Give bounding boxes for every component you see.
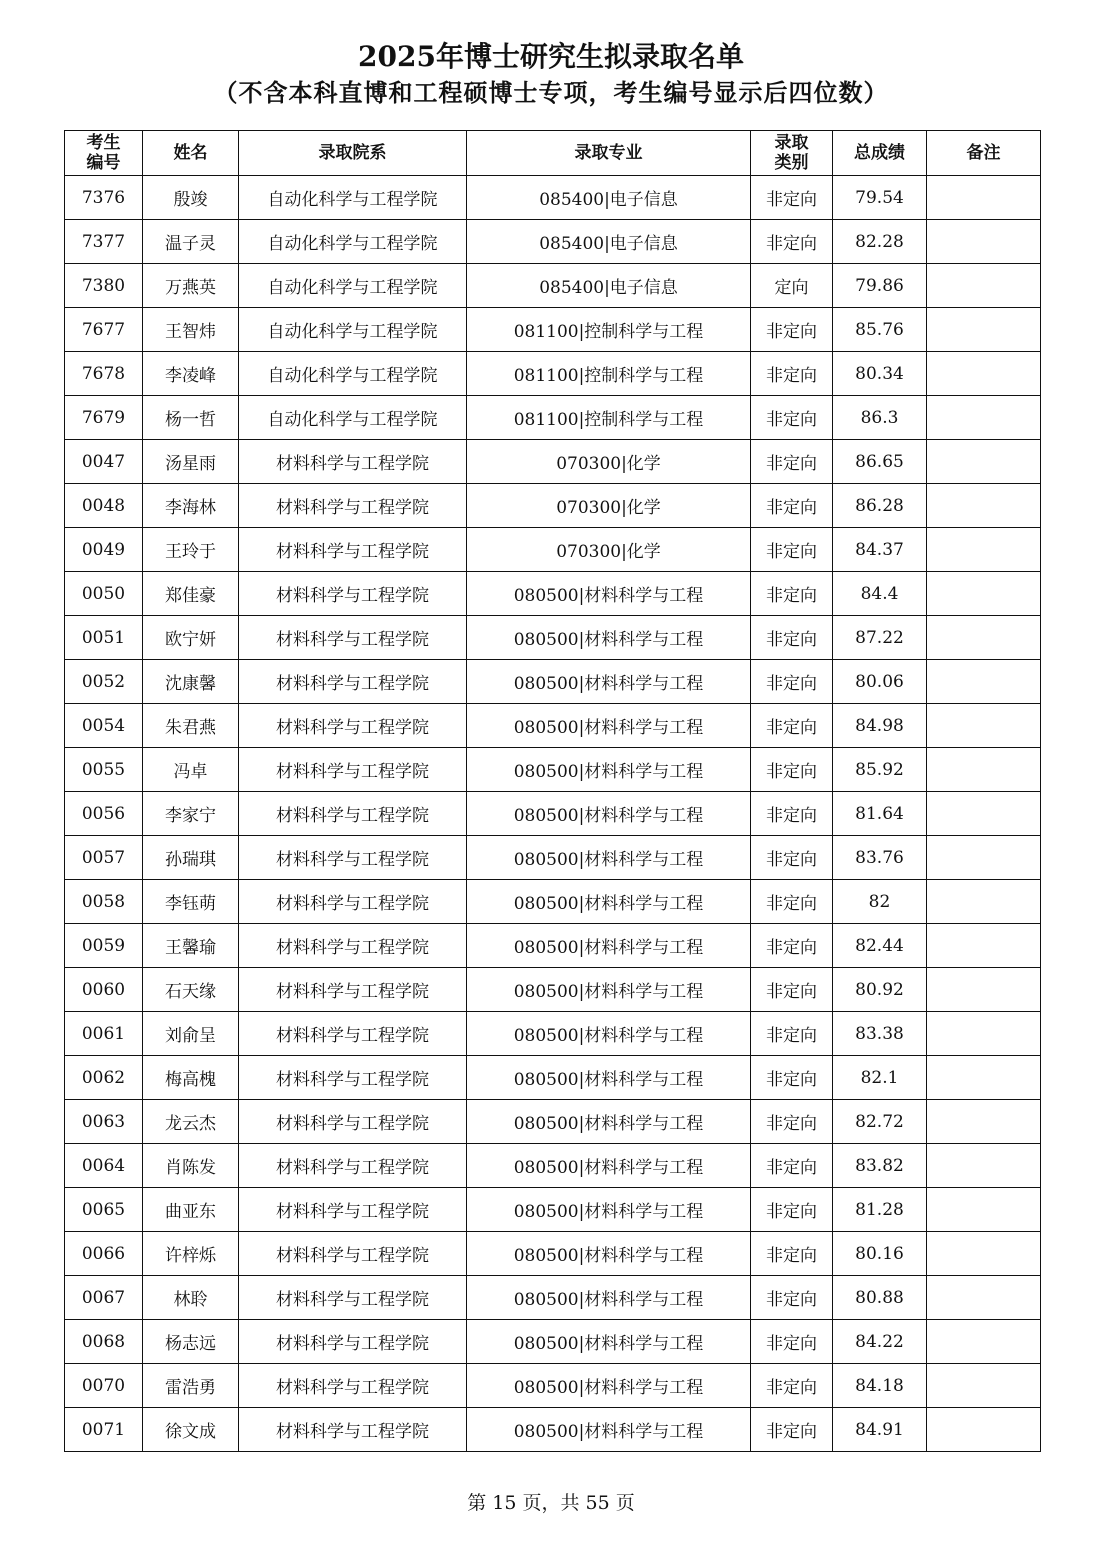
cell-id: 0050 (65, 572, 143, 616)
cell-remarks (927, 1056, 1041, 1100)
cell-department: 材料科学与工程学院 (239, 1100, 467, 1144)
cell-major: 080500|材料科学与工程 (467, 924, 751, 968)
cell-major: 085400|电子信息 (467, 264, 751, 308)
cell-department: 材料科学与工程学院 (239, 880, 467, 924)
cell-score: 87.22 (833, 616, 927, 660)
cell-type: 非定向 (751, 792, 833, 836)
cell-department: 材料科学与工程学院 (239, 924, 467, 968)
header-type-line1: 录取 (774, 133, 809, 153)
cell-score: 84.18 (833, 1364, 927, 1408)
cell-type: 非定向 (751, 704, 833, 748)
cell-id: 0058 (65, 880, 143, 924)
header-major: 录取专业 (467, 131, 751, 176)
cell-id: 0049 (65, 528, 143, 572)
cell-name: 郑佳豪 (143, 572, 239, 616)
cell-name: 杨志远 (143, 1320, 239, 1364)
cell-name: 王玲于 (143, 528, 239, 572)
cell-id: 7377 (65, 220, 143, 264)
cell-type: 非定向 (751, 1232, 833, 1276)
cell-id: 7678 (65, 352, 143, 396)
cell-remarks (927, 968, 1041, 1012)
cell-department: 材料科学与工程学院 (239, 1276, 467, 1320)
cell-department: 自动化科学与工程学院 (239, 396, 467, 440)
header-department: 录取院系 (239, 131, 467, 176)
cell-remarks (927, 1188, 1041, 1232)
cell-score: 84.37 (833, 528, 927, 572)
cell-remarks (927, 704, 1041, 748)
cell-major: 080500|材料科学与工程 (467, 704, 751, 748)
cell-type: 非定向 (751, 176, 833, 220)
cell-department: 材料科学与工程学院 (239, 660, 467, 704)
admission-table (64, 130, 1041, 1452)
cell-name: 朱君燕 (143, 704, 239, 748)
cell-id: 0048 (65, 484, 143, 528)
cell-major: 080500|材料科学与工程 (467, 1012, 751, 1056)
cell-id: 0067 (65, 1276, 143, 1320)
table-row (65, 440, 1041, 484)
cell-type: 非定向 (751, 1100, 833, 1144)
cell-type: 非定向 (751, 1364, 833, 1408)
header-row (65, 131, 1041, 176)
cell-type: 非定向 (751, 1276, 833, 1320)
cell-id: 0051 (65, 616, 143, 660)
cell-id: 7376 (65, 176, 143, 220)
cell-type: 非定向 (751, 352, 833, 396)
table-row (65, 1408, 1041, 1452)
table-header (65, 131, 1041, 176)
cell-id: 0057 (65, 836, 143, 880)
cell-major: 080500|材料科学与工程 (467, 748, 751, 792)
cell-remarks (927, 924, 1041, 968)
table-row (65, 792, 1041, 836)
cell-type: 非定向 (751, 440, 833, 484)
cell-remarks (927, 748, 1041, 792)
cell-remarks (927, 1232, 1041, 1276)
cell-score: 84.98 (833, 704, 927, 748)
cell-name: 欧宁妍 (143, 616, 239, 660)
cell-department: 材料科学与工程学院 (239, 704, 467, 748)
table-row (65, 308, 1041, 352)
cell-department: 材料科学与工程学院 (239, 1232, 467, 1276)
cell-type: 非定向 (751, 308, 833, 352)
cell-major: 080500|材料科学与工程 (467, 1408, 751, 1452)
header-remarks: 备注 (927, 131, 1041, 176)
cell-name: 李海林 (143, 484, 239, 528)
cell-score: 82 (833, 880, 927, 924)
cell-major: 080500|材料科学与工程 (467, 1056, 751, 1100)
cell-remarks (927, 1320, 1041, 1364)
cell-major: 070300|化学 (467, 440, 751, 484)
table-row (65, 1056, 1041, 1100)
table-row (65, 528, 1041, 572)
cell-department: 材料科学与工程学院 (239, 1188, 467, 1232)
cell-department: 材料科学与工程学院 (239, 1364, 467, 1408)
cell-id: 0056 (65, 792, 143, 836)
cell-department: 材料科学与工程学院 (239, 836, 467, 880)
table-row (65, 1364, 1041, 1408)
cell-id: 0071 (65, 1408, 143, 1452)
table-row (65, 1188, 1041, 1232)
cell-name: 汤星雨 (143, 440, 239, 484)
cell-score: 86.65 (833, 440, 927, 484)
cell-id: 7380 (65, 264, 143, 308)
cell-score: 83.38 (833, 1012, 927, 1056)
cell-score: 82.28 (833, 220, 927, 264)
header-type-line2: 类别 (774, 153, 809, 173)
cell-score: 80.06 (833, 660, 927, 704)
cell-major: 085400|电子信息 (467, 176, 751, 220)
document-subtitle: （不含本科直博和工程硕博士专项，考生编号显示后四位数） (213, 78, 889, 107)
cell-type: 非定向 (751, 484, 833, 528)
cell-name: 梅高槐 (143, 1056, 239, 1100)
cell-remarks (927, 1408, 1041, 1452)
table-row (65, 484, 1041, 528)
cell-type: 非定向 (751, 1144, 833, 1188)
cell-id: 0052 (65, 660, 143, 704)
cell-remarks (927, 1276, 1041, 1320)
cell-remarks (927, 836, 1041, 880)
table-row (65, 704, 1041, 748)
cell-name: 林聆 (143, 1276, 239, 1320)
table-row (65, 660, 1041, 704)
cell-name: 龙云杰 (143, 1100, 239, 1144)
table-row (65, 1144, 1041, 1188)
cell-id: 0063 (65, 1100, 143, 1144)
cell-remarks (927, 264, 1041, 308)
cell-name: 肖陈发 (143, 1144, 239, 1188)
cell-remarks (927, 880, 1041, 924)
cell-major: 080500|材料科学与工程 (467, 968, 751, 1012)
cell-department: 材料科学与工程学院 (239, 792, 467, 836)
cell-type: 非定向 (751, 220, 833, 264)
cell-major: 080500|材料科学与工程 (467, 836, 751, 880)
cell-name: 冯卓 (143, 748, 239, 792)
table-row (65, 176, 1041, 220)
table-row (65, 1100, 1041, 1144)
cell-remarks (927, 440, 1041, 484)
cell-remarks (927, 484, 1041, 528)
cell-major: 085400|电子信息 (467, 220, 751, 264)
cell-major: 080500|材料科学与工程 (467, 1232, 751, 1276)
cell-score: 83.82 (833, 1144, 927, 1188)
cell-id: 0047 (65, 440, 143, 484)
cell-department: 自动化科学与工程学院 (239, 264, 467, 308)
cell-major: 080500|材料科学与工程 (467, 660, 751, 704)
cell-name: 温子灵 (143, 220, 239, 264)
cell-score: 84.4 (833, 572, 927, 616)
cell-id: 0065 (65, 1188, 143, 1232)
cell-department: 材料科学与工程学院 (239, 1320, 467, 1364)
table-row (65, 572, 1041, 616)
table-row (65, 836, 1041, 880)
cell-type: 非定向 (751, 924, 833, 968)
cell-name: 刘俞呈 (143, 1012, 239, 1056)
cell-department: 材料科学与工程学院 (239, 1012, 467, 1056)
cell-remarks (927, 572, 1041, 616)
cell-id: 0070 (65, 1364, 143, 1408)
header-score: 总成绩 (833, 131, 927, 176)
cell-name: 王馨瑜 (143, 924, 239, 968)
header-type (751, 131, 833, 176)
table-row (65, 968, 1041, 1012)
cell-remarks (927, 308, 1041, 352)
cell-score: 80.16 (833, 1232, 927, 1276)
cell-type: 非定向 (751, 836, 833, 880)
cell-major: 080500|材料科学与工程 (467, 1276, 751, 1320)
cell-type: 非定向 (751, 1408, 833, 1452)
cell-name: 孙瑞琪 (143, 836, 239, 880)
table-row (65, 1276, 1041, 1320)
cell-type: 非定向 (751, 528, 833, 572)
cell-score: 81.28 (833, 1188, 927, 1232)
cell-remarks (927, 1012, 1041, 1056)
cell-department: 材料科学与工程学院 (239, 484, 467, 528)
cell-department: 自动化科学与工程学院 (239, 220, 467, 264)
table-row (65, 220, 1041, 264)
cell-type: 非定向 (751, 968, 833, 1012)
cell-department: 材料科学与工程学院 (239, 528, 467, 572)
cell-remarks (927, 220, 1041, 264)
table-row (65, 352, 1041, 396)
cell-score: 81.64 (833, 792, 927, 836)
cell-major: 081100|控制科学与工程 (467, 308, 751, 352)
cell-name: 雷浩勇 (143, 1364, 239, 1408)
cell-name: 曲亚东 (143, 1188, 239, 1232)
cell-score: 82.1 (833, 1056, 927, 1100)
table-row (65, 748, 1041, 792)
cell-name: 沈康馨 (143, 660, 239, 704)
cell-remarks (927, 792, 1041, 836)
cell-major: 070300|化学 (467, 484, 751, 528)
cell-major: 070300|化学 (467, 528, 751, 572)
cell-department: 材料科学与工程学院 (239, 616, 467, 660)
cell-remarks (927, 396, 1041, 440)
cell-name: 许梓烁 (143, 1232, 239, 1276)
cell-department: 材料科学与工程学院 (239, 968, 467, 1012)
cell-score: 84.22 (833, 1320, 927, 1364)
cell-department: 自动化科学与工程学院 (239, 308, 467, 352)
table-row (65, 1012, 1041, 1056)
cell-score: 85.76 (833, 308, 927, 352)
cell-name: 徐文成 (143, 1408, 239, 1452)
header-id-line1: 考生 (86, 133, 121, 153)
cell-type: 非定向 (751, 572, 833, 616)
cell-id: 0068 (65, 1320, 143, 1364)
cell-major: 080500|材料科学与工程 (467, 616, 751, 660)
cell-score: 86.28 (833, 484, 927, 528)
cell-major: 080500|材料科学与工程 (467, 1144, 751, 1188)
cell-name: 李钰萌 (143, 880, 239, 924)
cell-score: 83.76 (833, 836, 927, 880)
cell-major: 080500|材料科学与工程 (467, 1188, 751, 1232)
cell-id: 0060 (65, 968, 143, 1012)
cell-remarks (927, 176, 1041, 220)
cell-major: 081100|控制科学与工程 (467, 352, 751, 396)
cell-remarks (927, 1364, 1041, 1408)
cell-type: 非定向 (751, 880, 833, 924)
cell-score: 80.92 (833, 968, 927, 1012)
cell-remarks (927, 352, 1041, 396)
cell-id: 7677 (65, 308, 143, 352)
cell-department: 材料科学与工程学院 (239, 748, 467, 792)
cell-score: 82.44 (833, 924, 927, 968)
table-row (65, 264, 1041, 308)
cell-major: 080500|材料科学与工程 (467, 1320, 751, 1364)
cell-department: 自动化科学与工程学院 (239, 176, 467, 220)
header-id-line2: 编号 (86, 153, 121, 173)
cell-department: 自动化科学与工程学院 (239, 352, 467, 396)
cell-remarks (927, 616, 1041, 660)
cell-type: 非定向 (751, 748, 833, 792)
cell-score: 82.72 (833, 1100, 927, 1144)
cell-major: 080500|材料科学与工程 (467, 1364, 751, 1408)
cell-id: 0062 (65, 1056, 143, 1100)
cell-name: 殷竣 (143, 176, 239, 220)
cell-department: 材料科学与工程学院 (239, 1144, 467, 1188)
table-row (65, 396, 1041, 440)
cell-name: 石天缘 (143, 968, 239, 1012)
table-row (65, 1232, 1041, 1276)
cell-score: 79.86 (833, 264, 927, 308)
cell-major: 080500|材料科学与工程 (467, 880, 751, 924)
page-footer: 第 15 页，共 55 页 (467, 1492, 635, 1514)
cell-id: 0054 (65, 704, 143, 748)
cell-department: 材料科学与工程学院 (239, 1056, 467, 1100)
cell-id: 7679 (65, 396, 143, 440)
cell-id: 0055 (65, 748, 143, 792)
cell-major: 080500|材料科学与工程 (467, 572, 751, 616)
table-row (65, 1320, 1041, 1364)
cell-name: 李凌峰 (143, 352, 239, 396)
cell-score: 80.34 (833, 352, 927, 396)
cell-department: 材料科学与工程学院 (239, 440, 467, 484)
cell-type: 非定向 (751, 616, 833, 660)
cell-score: 85.92 (833, 748, 927, 792)
cell-type: 非定向 (751, 1188, 833, 1232)
cell-id: 0059 (65, 924, 143, 968)
cell-major: 081100|控制科学与工程 (467, 396, 751, 440)
cell-name: 王智炜 (143, 308, 239, 352)
cell-type: 非定向 (751, 1056, 833, 1100)
cell-remarks (927, 1144, 1041, 1188)
cell-score: 84.91 (833, 1408, 927, 1452)
document-title: 2025年博士研究生拟录取名单 (358, 40, 744, 73)
header-name: 姓名 (143, 131, 239, 176)
table-body (65, 176, 1041, 1452)
cell-remarks (927, 1100, 1041, 1144)
cell-name: 李家宁 (143, 792, 239, 836)
cell-type: 非定向 (751, 396, 833, 440)
cell-major: 080500|材料科学与工程 (467, 792, 751, 836)
cell-remarks (927, 660, 1041, 704)
cell-type: 非定向 (751, 660, 833, 704)
cell-id: 0061 (65, 1012, 143, 1056)
header-id (65, 131, 143, 176)
cell-score: 86.3 (833, 396, 927, 440)
cell-id: 0064 (65, 1144, 143, 1188)
cell-type: 非定向 (751, 1012, 833, 1056)
table-row (65, 616, 1041, 660)
table-row (65, 924, 1041, 968)
cell-type: 定向 (751, 264, 833, 308)
cell-score: 80.88 (833, 1276, 927, 1320)
cell-name: 万燕英 (143, 264, 239, 308)
cell-department: 材料科学与工程学院 (239, 1408, 467, 1452)
table-row (65, 880, 1041, 924)
cell-type: 非定向 (751, 1320, 833, 1364)
cell-name: 杨一哲 (143, 396, 239, 440)
cell-score: 79.54 (833, 176, 927, 220)
cell-id: 0066 (65, 1232, 143, 1276)
cell-major: 080500|材料科学与工程 (467, 1100, 751, 1144)
cell-department: 材料科学与工程学院 (239, 572, 467, 616)
cell-remarks (927, 528, 1041, 572)
